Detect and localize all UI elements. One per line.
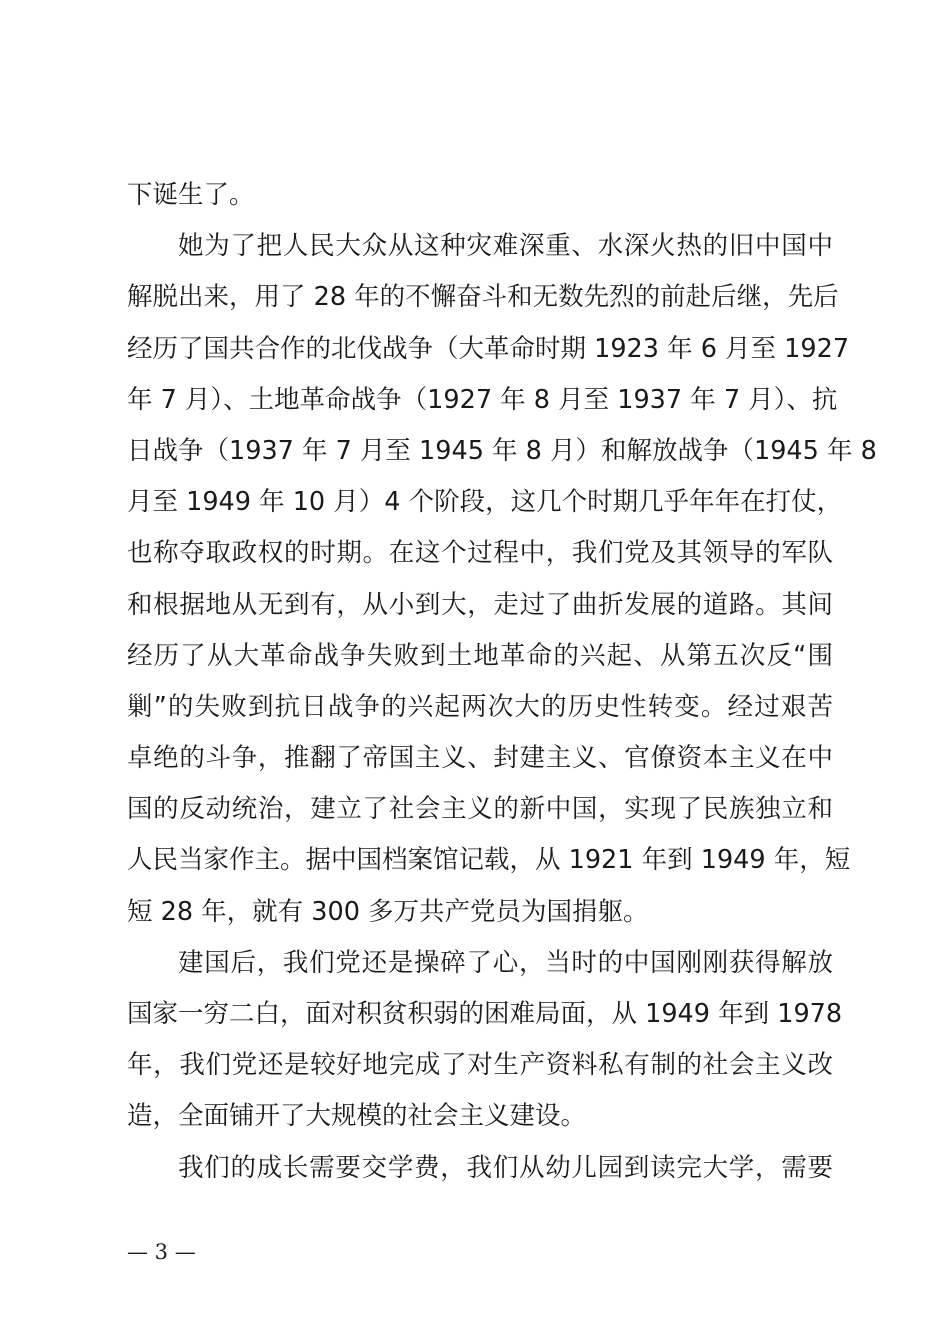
text-line: 造，全面铺开了大规模的社会主义建设。 — [127, 1101, 587, 1132]
text-line: 人民当家作主。据中国档案馆记载，从 1921 年到 1949 年，短 — [127, 845, 851, 876]
text-line: 解脱出来，用了 28 年的不懈奋斗和无数先烈的前赴后继，先后 — [127, 282, 839, 313]
paragraph — [127, 221, 877, 938]
text-line: 年 7 月）、土地革命战争（1927 年 8 月至 1937 年 7 月）、抗 — [127, 384, 838, 415]
paragraph — [127, 1143, 833, 1194]
body-text — [127, 170, 877, 1194]
text-line: 国的反动统治，建立了社会主义的新中国，实现了民族独立和 — [127, 794, 833, 825]
text-line: 国家一穷二白，面对积贫积弱的困难局面，从 1949 年到 1978 — [127, 999, 843, 1029]
text-line: 经历了从大革命战争失败到土地革命的兴起、从第五次反“围 — [127, 640, 833, 671]
paragraph — [127, 170, 833, 221]
text-line: 我们的成长需要交学费，我们从幼儿园到读完大学，需要 — [178, 1152, 833, 1183]
text-line: 建国后，我们党还是操碎了心，当时的中国刚刚获得解放 — [178, 947, 833, 978]
text-line: 和根据地从无到有，从小到大，走过了曲折发展的道路。其间 — [127, 589, 833, 620]
text-line: 经历了国共合作的北伐战争（大革命时期 1923 年 6 月至 1927 — [127, 333, 850, 364]
text-line: 也称夺取政权的时期。在这个过程中，我们党及其领导的军队 — [127, 538, 833, 569]
text-line: 卓绝的斗争，推翻了帝国主义、封建主义、官僚资本主义在中 — [127, 743, 833, 774]
text-line: 年，我们党还是较好地完成了对生产资料私有制的社会主义改 — [127, 1050, 833, 1081]
text-line: 下诞生了。 — [127, 180, 255, 210]
text-line: 日战争（1937 年 7 月至 1945 年 8 月）和解放战争（1945 年 8 — [127, 435, 877, 466]
text-line: 月至 1949 年 10 月）4 个阶段，这几个时期几乎年年在打仗， — [127, 487, 843, 518]
page-number: — 3 — — [127, 1240, 196, 1264]
paragraph — [127, 938, 843, 1143]
text-line: 剿”的失败到抗日战争的兴起两次大的历史性转变。经过艰苦 — [127, 691, 833, 722]
text-line: 短 28 年，就有 300 多万共产党员为国捐躯。 — [127, 896, 649, 927]
text-line: 她为了把人民大众从这种灾难深重、水深火热的旧中国中 — [178, 231, 833, 262]
